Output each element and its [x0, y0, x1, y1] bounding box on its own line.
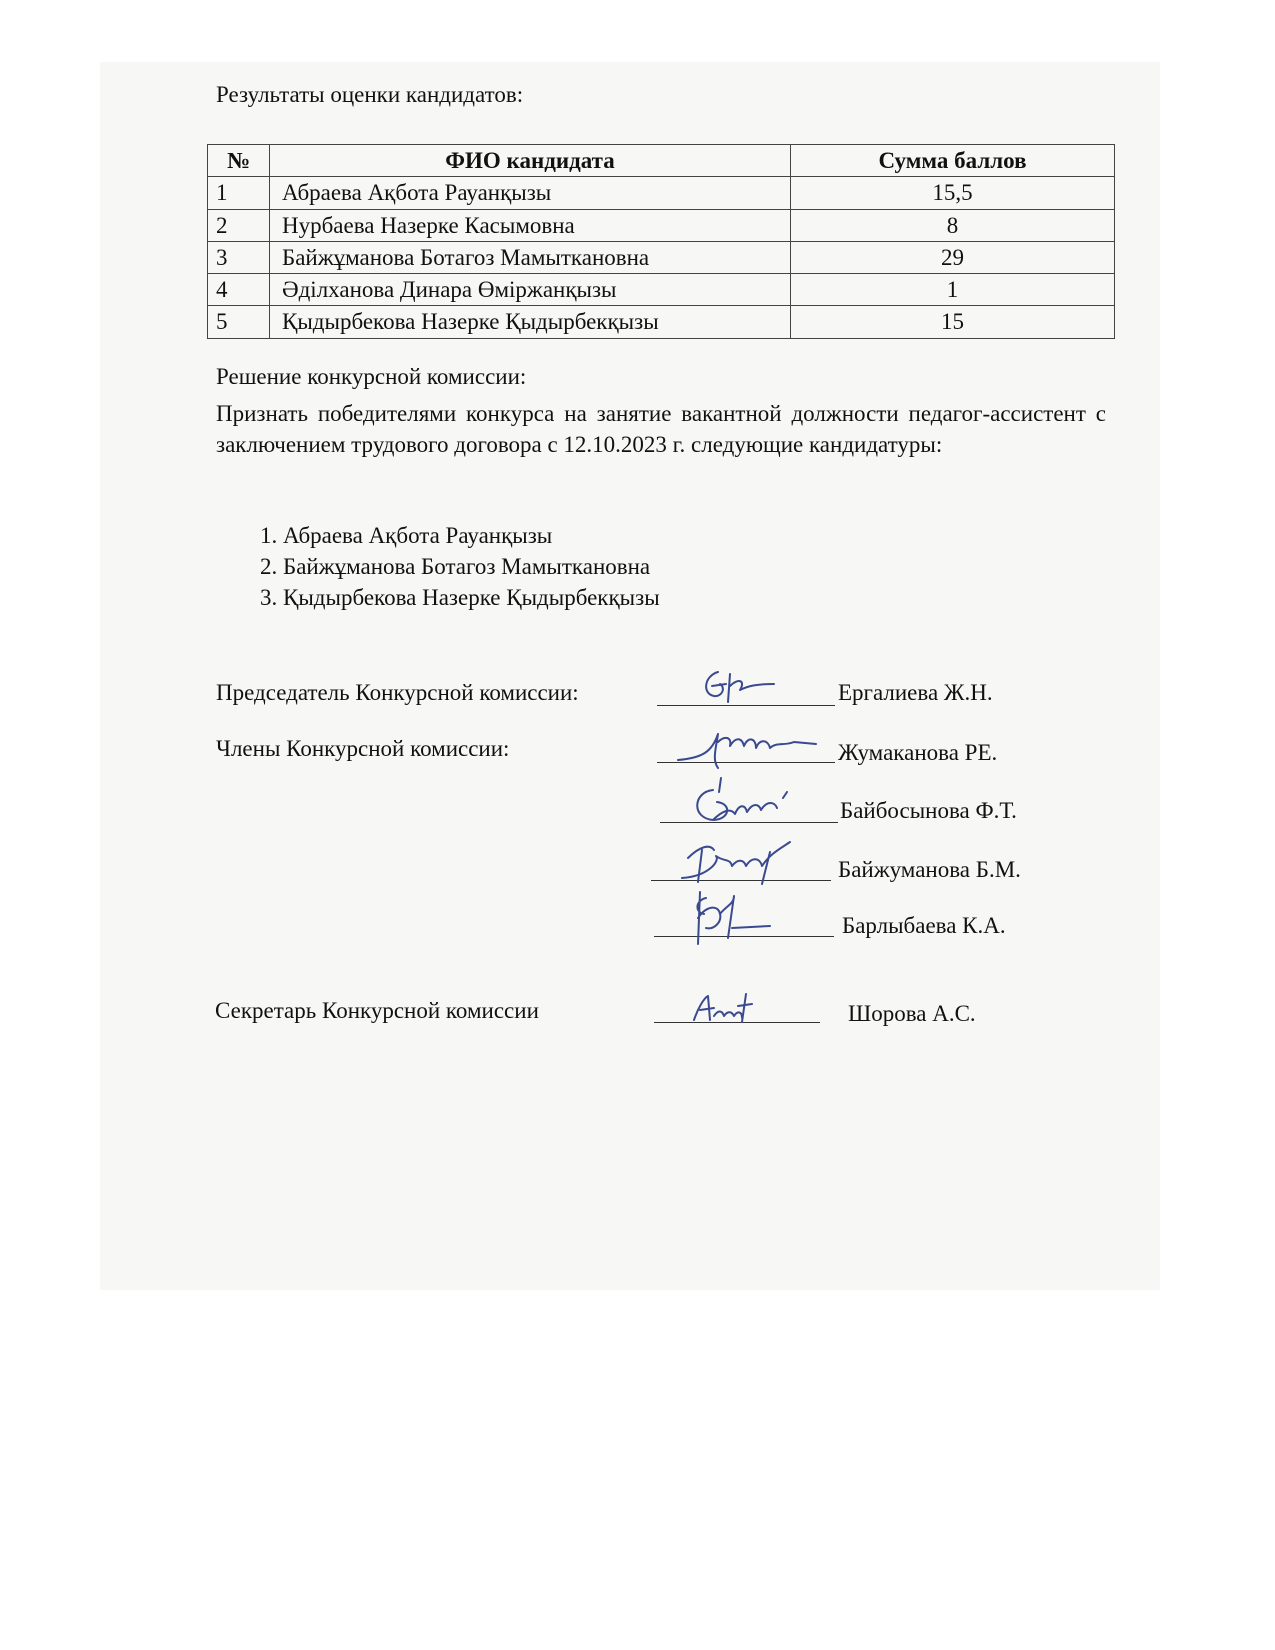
row-score: 1	[791, 274, 1115, 306]
member-name: Барлыбаева К.А.	[842, 913, 1006, 938]
list-item: 2. Байжұманова Ботагоз Мамыткановна	[283, 551, 660, 582]
table-row	[208, 306, 1115, 338]
row-name: Абраева Ақбота Рауанқызы	[270, 177, 791, 209]
row-score: 29	[791, 241, 1115, 273]
member-name: Байжуманова Б.М.	[838, 857, 1021, 882]
chair-name: Ергалиева Ж.Н.	[838, 680, 993, 705]
member-name: Байбосынова Ф.Т.	[840, 798, 1017, 823]
members-label: Члены Конкурсной комиссии:	[216, 736, 510, 761]
chair-signature	[700, 664, 790, 708]
row-name: Әділханова Динара Өміржанқызы	[270, 274, 791, 306]
secretary-name: Шорова А.С.	[848, 1001, 976, 1026]
member-signature	[680, 836, 810, 886]
table-row	[208, 274, 1115, 306]
member-signature	[683, 768, 793, 828]
row-number: 5	[208, 306, 270, 338]
row-number: 2	[208, 209, 270, 241]
table-row	[208, 177, 1115, 209]
row-name: Нурбаева Назерке Касымовна	[270, 209, 791, 241]
row-number: 4	[208, 274, 270, 306]
decision-title: Решение конкурсной комиссии:	[216, 364, 527, 389]
table-row	[208, 241, 1115, 273]
header-name: ФИО кандидата	[270, 145, 791, 177]
winners-list	[250, 520, 660, 613]
table-row	[208, 209, 1115, 241]
member-name: Жумаканова РЕ.	[838, 740, 998, 765]
list-item: 1. Абраева Ақбота Рауанқызы	[283, 520, 660, 551]
row-name: Байжұманова Ботагоз Мамыткановна	[270, 241, 791, 273]
row-score: 15	[791, 306, 1115, 338]
header-score: Сумма баллов	[791, 145, 1115, 177]
results-table	[207, 144, 1115, 339]
list-item: 3. Қыдырбекова Назерке Қыдырбекқызы	[283, 582, 660, 613]
secretary-signature	[688, 990, 768, 1026]
chair-label: Председатель Конкурсной комиссии:	[216, 680, 579, 705]
row-score: 15,5	[791, 177, 1115, 209]
member-signature	[672, 722, 822, 772]
row-score: 8	[791, 209, 1115, 241]
row-name: Қыдырбекова Назерке Қыдырбекқызы	[270, 306, 791, 338]
header-number: №	[208, 145, 270, 177]
secretary-label: Секретарь Конкурсной комиссии	[215, 998, 539, 1023]
row-number: 1	[208, 177, 270, 209]
member-signature	[676, 888, 786, 948]
results-intro: Результаты оценки кандидатов:	[216, 82, 524, 107]
table-header-row	[208, 145, 1115, 177]
decision-text: Признать победителями конкурса на занятие вакантной должности педагог-ассистент с заключением трудового договора с 12.10.2023 г. следующие кандидатуры:	[216, 401, 1106, 457]
row-number: 3	[208, 241, 270, 273]
